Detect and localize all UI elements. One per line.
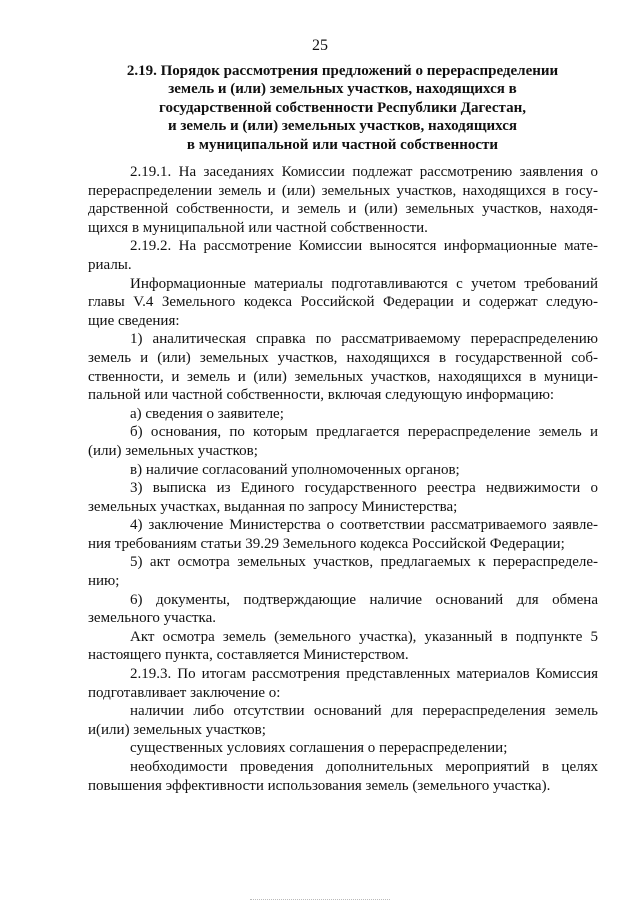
text-line: ственности, и земель и (или) земельных участков, находящихся в муници-	[88, 368, 598, 385]
text-line: земельного участка.	[88, 610, 216, 627]
text-line: риалы.	[88, 256, 132, 273]
paragraph	[88, 405, 598, 424]
page-number: 25	[312, 37, 328, 54]
text-line: настоящего пункта, составляется Министерством.	[88, 647, 409, 664]
paragraph	[88, 163, 598, 237]
text-line: и(или) земельных участков;	[88, 721, 266, 738]
text-line: наличии либо отсутствии оснований для перераспределения земель	[130, 703, 598, 720]
paragraph	[88, 461, 598, 480]
text-line: Акт осмотра земель (земельного участка), указанный в подпункте 5	[130, 628, 598, 645]
text-line: подготавливает заключение о:	[88, 684, 281, 701]
heading-line: 2.19. Порядок рассмотрения предложений о перераспределении	[126, 63, 559, 79]
heading-line: государственной собственности Республики Дагестан,	[159, 99, 526, 116]
text-line: б) основания, по которым предлагается перераспределение земель и	[130, 424, 598, 441]
text-line: 6) документы, подтверждающие наличие оснований для обмена	[130, 591, 598, 608]
paragraph	[88, 479, 598, 516]
text-line: ния требованиям статьи 39.29 Земельного кодекса Российской Федерации;	[88, 535, 565, 552]
text-line: существенных условиях соглашения о перераспределении;	[130, 740, 508, 757]
text-line: в) наличие согласований уполномоченных органов;	[130, 461, 460, 478]
text-line: 4) заключение Министерства о соответствии рассматриваемого заявле-	[130, 517, 598, 534]
paragraph	[88, 423, 598, 460]
heading-line: и земель и (или) земельных участков, находящихся	[167, 118, 518, 135]
text-line: повышения эффективности использования земель (земельного участка).	[88, 777, 551, 794]
text-line: 2.19.3. По итогам рассмотрения представленных материалов Комиссия	[130, 666, 598, 683]
text-line: необходимости проведения дополнительных мероприятий в целях	[130, 759, 598, 775]
text-line: земельных участках, выданная по запросу Министерства;	[88, 498, 458, 515]
heading-line: в муниципальной или частной собственности	[186, 136, 499, 153]
paragraph	[88, 591, 598, 628]
paragraph	[88, 516, 598, 553]
text-line: 2.19.2. На рассмотрение Комиссии выносятся информационные мате-	[130, 238, 598, 255]
text-line: щихся в муниципальной или частной собственности.	[88, 219, 428, 236]
text-line: а) сведения о заявителе;	[130, 405, 284, 422]
document-body	[88, 163, 598, 795]
paragraph	[88, 553, 598, 590]
paragraph	[88, 628, 598, 665]
text-line: 2.19.1. На заседаниях Комиссии подлежат рассмотрению заявления о	[130, 164, 598, 180]
text-line: дарственной собственности, и земель и (или) земельных участков, находя-	[88, 201, 598, 218]
text-line: (или) земельных участков;	[88, 442, 258, 459]
text-line: щие сведения:	[88, 312, 180, 329]
text-line: 3) выписка из Единого государственного реестра недвижимости о	[130, 480, 598, 497]
text-line: главы V.4 Земельного кодекса Российской Федерации и содержат следую-	[88, 294, 598, 311]
text-line: пальной или частной собственности, включая следующую информацию:	[88, 387, 555, 404]
scan-artifact	[250, 899, 390, 901]
paragraph	[88, 739, 598, 758]
paragraph	[88, 237, 598, 274]
paragraph	[88, 758, 598, 795]
text-line: 1) аналитическая справка по рассматриваемому перераспределению	[130, 331, 598, 348]
text-line: Информационные материалы подготавливаются с учетом требований	[130, 275, 598, 292]
paragraph	[88, 702, 598, 739]
section-heading	[90, 62, 595, 154]
paragraph	[88, 330, 598, 404]
text-line: перераспределении земель и (или) земельных участков, находящихся в госу-	[88, 182, 598, 199]
heading-line: земель и (или) земельных участков, находящихся в	[168, 81, 517, 98]
paragraph	[88, 665, 598, 702]
paragraph	[88, 275, 598, 331]
text-line: нию;	[88, 573, 120, 590]
text-line: земель и (или) земельных участков, находящихся в государственной соб-	[88, 349, 598, 366]
text-line: 5) акт осмотра земельных участков, предлагаемых к перераспределе-	[130, 554, 598, 571]
